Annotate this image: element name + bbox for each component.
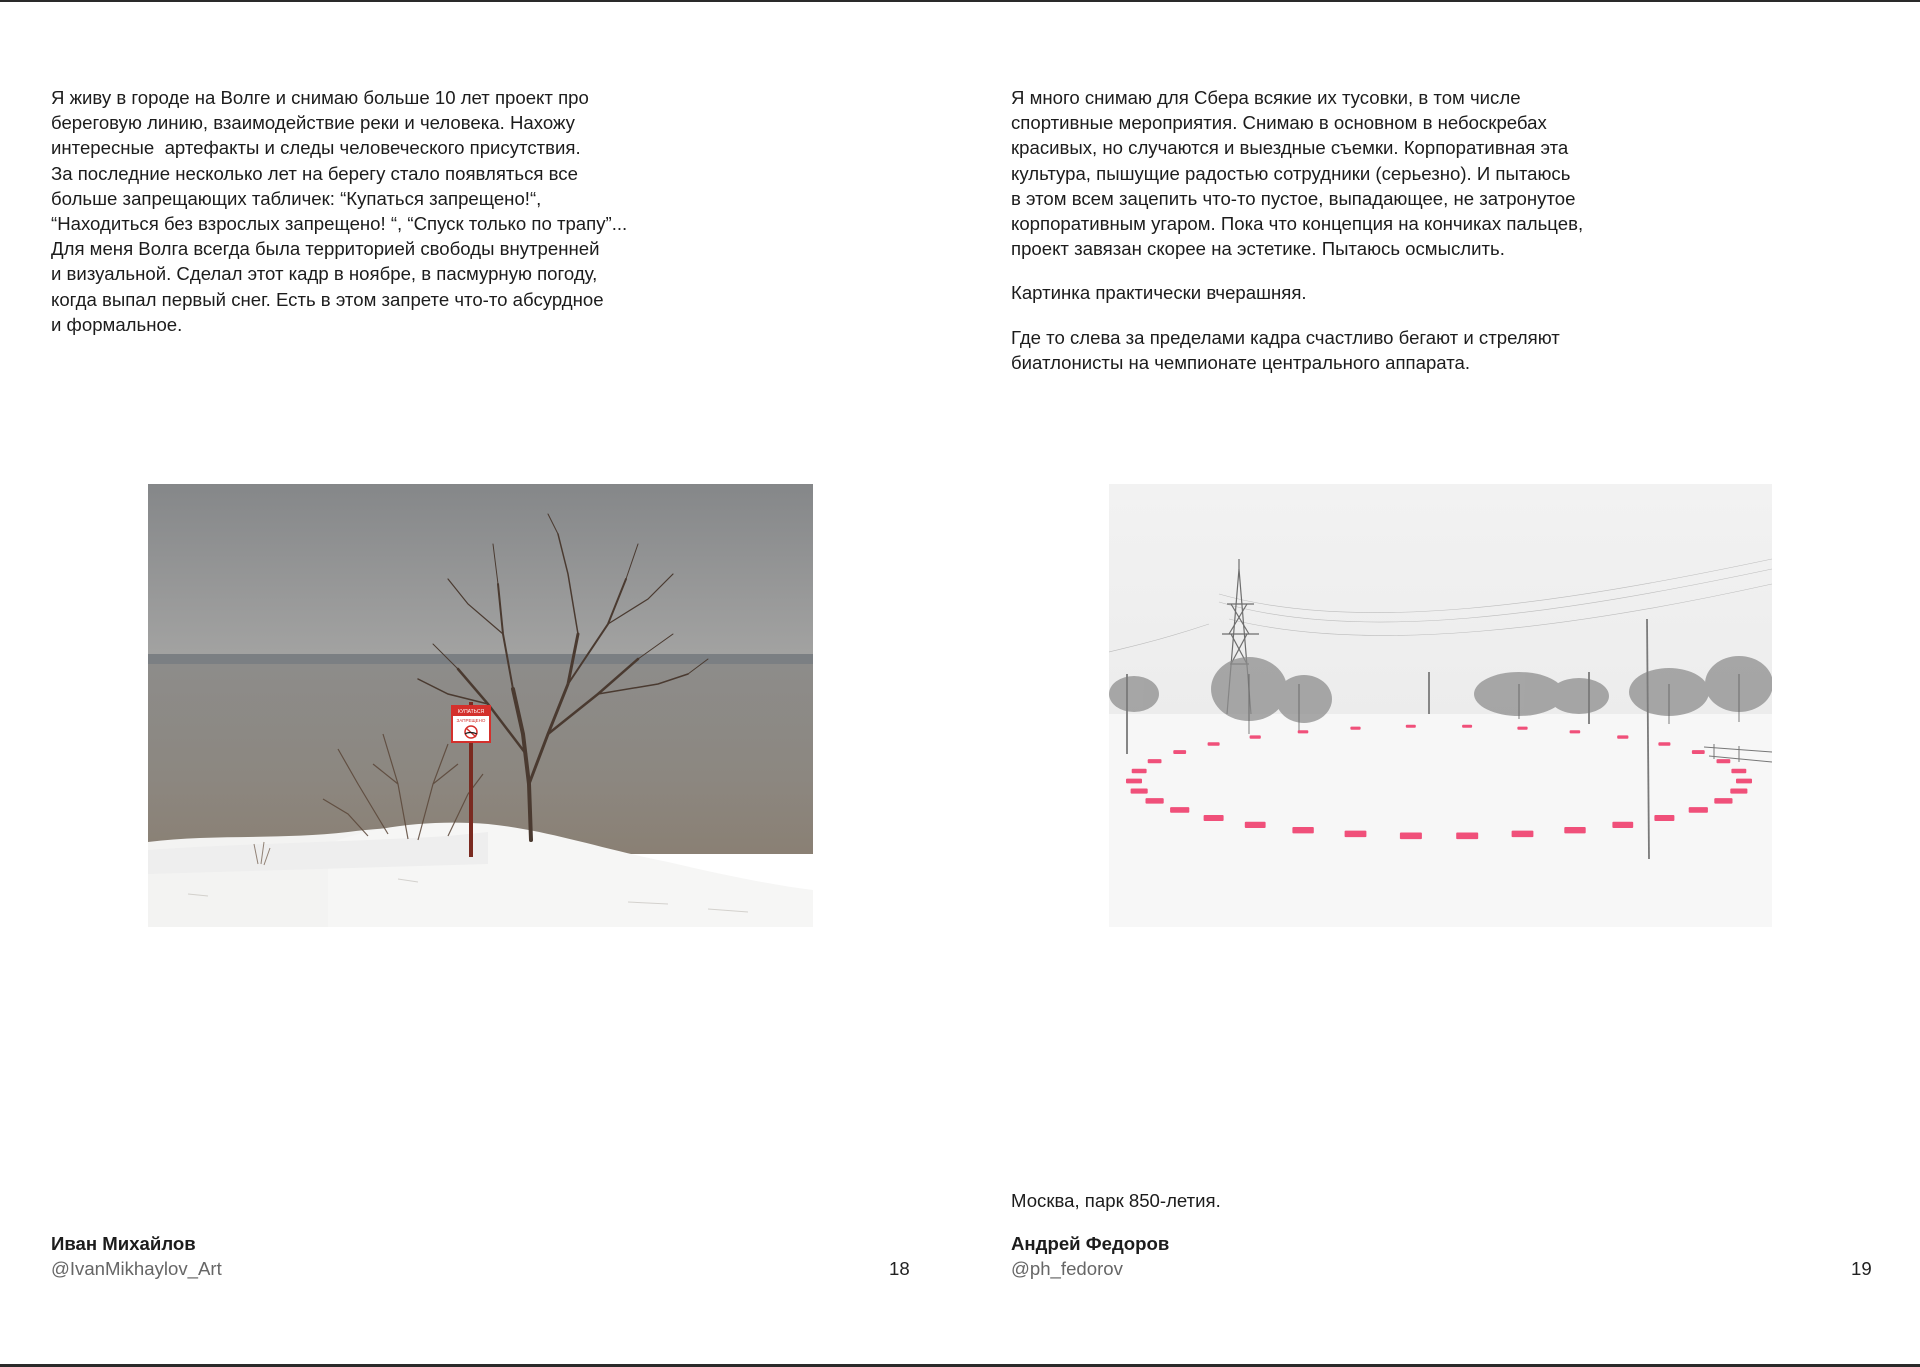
text-line: корпоративным угаром. Пока что концепция на кончиках пальцев,	[1011, 213, 1584, 235]
right-body-text	[1011, 85, 1711, 394]
snow-marker	[1400, 833, 1422, 840]
snow-marker	[1250, 735, 1261, 738]
snow-marker	[1658, 742, 1670, 746]
snow-marker	[1714, 798, 1732, 804]
sign-text-top: КУПАТЬСЯ	[457, 709, 485, 715]
snow-marker	[1131, 789, 1148, 794]
photo-caption: Москва, парк 850-летия.	[1011, 1190, 1221, 1211]
snow-marker	[1570, 730, 1581, 733]
snow-marker	[1730, 789, 1747, 794]
text-line: когда выпал первый снег. Есть в этом запрете что-то абсурдное	[51, 288, 604, 310]
snow-marker	[1173, 750, 1186, 754]
snow-marker	[1564, 827, 1585, 833]
text-line: интересные артефакты и следы человеческого присутствия.	[51, 137, 581, 159]
snow-marker	[1717, 759, 1731, 763]
text-line: Я много снимаю для Сбера всякие их тусовки, в том числе	[1011, 87, 1521, 108]
body-paragraph	[1011, 85, 1711, 261]
text-line: Картинка практически вчерашняя.	[1011, 282, 1307, 304]
snow-marker	[1617, 735, 1628, 738]
text-line: проект завязан скорее на эстетике. Пытаюсь осмыслить.	[1011, 238, 1505, 260]
body-paragraph	[1011, 325, 1711, 375]
text-line: Для меня Волга всегда была территорией свободы внутренней	[51, 238, 600, 260]
snow-marker	[1245, 822, 1266, 828]
snow-marker	[1132, 769, 1147, 774]
snow-marker	[1208, 742, 1220, 746]
body-paragraph	[1011, 280, 1711, 305]
page-number: 18	[889, 1258, 910, 1279]
snow-marker	[1126, 779, 1142, 784]
snow-marker	[1148, 759, 1162, 763]
snow-marker	[1462, 725, 1472, 728]
author-handle[interactable]: @IvanMikhaylov_Art	[51, 1258, 222, 1279]
text-line: За последние несколько лет на берегу стало появляться все	[51, 162, 578, 184]
text-line: Где то слева за пределами кадра счастливо бегают и стреляют	[1011, 326, 1560, 348]
text-line: биатлонисты на чемпионате центрального аппарата.	[1011, 351, 1471, 373]
snow-marker	[1456, 833, 1478, 840]
snow-marker	[1512, 831, 1534, 838]
snow-marker	[1692, 750, 1705, 754]
snow-marker	[1612, 822, 1633, 828]
snow-marker	[1298, 730, 1309, 733]
snow-marker	[1292, 827, 1313, 833]
snow-marker	[1731, 769, 1746, 774]
snow-marker	[1350, 727, 1360, 730]
author-name: Андрей Федоров	[1011, 1233, 1170, 1254]
sign-text-bottom: ЗАПРЕЩЕНО	[456, 718, 486, 723]
right-page	[960, 0, 1920, 1367]
text-line: и визуальной. Сделал этот кадр в ноябре, в пасмурную погоду,	[51, 263, 598, 285]
text-line: больше запрещающих табличек: “Купаться запрещено!“,	[51, 187, 542, 209]
text-line: спортивные мероприятия. Снимаю в основном в небоскребах	[1011, 112, 1547, 134]
author-name: Иван Михайлов	[51, 1233, 196, 1254]
photo-snow-park	[1109, 484, 1772, 927]
body-paragraph	[51, 85, 751, 337]
text-line: в этом всем зацепить что-то пустое, выпадающее, не затронутое	[1011, 187, 1576, 209]
text-line: Я живу в городе на Волге и снимаю больше 10 лет проект про	[51, 87, 589, 108]
snow-marker	[1517, 727, 1527, 730]
snow-marker	[1654, 815, 1674, 821]
left-body-text	[51, 85, 751, 356]
text-line: культура, пышущие радостью сотрудники (серьезно). И пытаюсь	[1011, 162, 1571, 184]
author-handle[interactable]: @ph_fedorov	[1011, 1258, 1123, 1279]
snow-marker	[1146, 798, 1164, 804]
page-number: 19	[1851, 1258, 1872, 1279]
snow-marker	[1204, 815, 1224, 821]
text-line: береговую линию, взаимодействие реки и человека. Нахожу	[51, 112, 575, 134]
photo-river-sign	[148, 484, 813, 927]
snow-marker	[1736, 779, 1752, 784]
snow-marker	[1170, 807, 1189, 813]
snow-marker	[1345, 831, 1367, 838]
text-line: “Находиться без взрослых запрещено! “, “Спуск только по трапу”...	[51, 213, 628, 235]
snow-marker	[1689, 807, 1708, 813]
text-line: красивых, но случаются и выездные съемки. Корпоративная эта	[1011, 137, 1569, 159]
snow-marker	[1406, 725, 1416, 728]
text-line: и формальное.	[51, 313, 183, 335]
